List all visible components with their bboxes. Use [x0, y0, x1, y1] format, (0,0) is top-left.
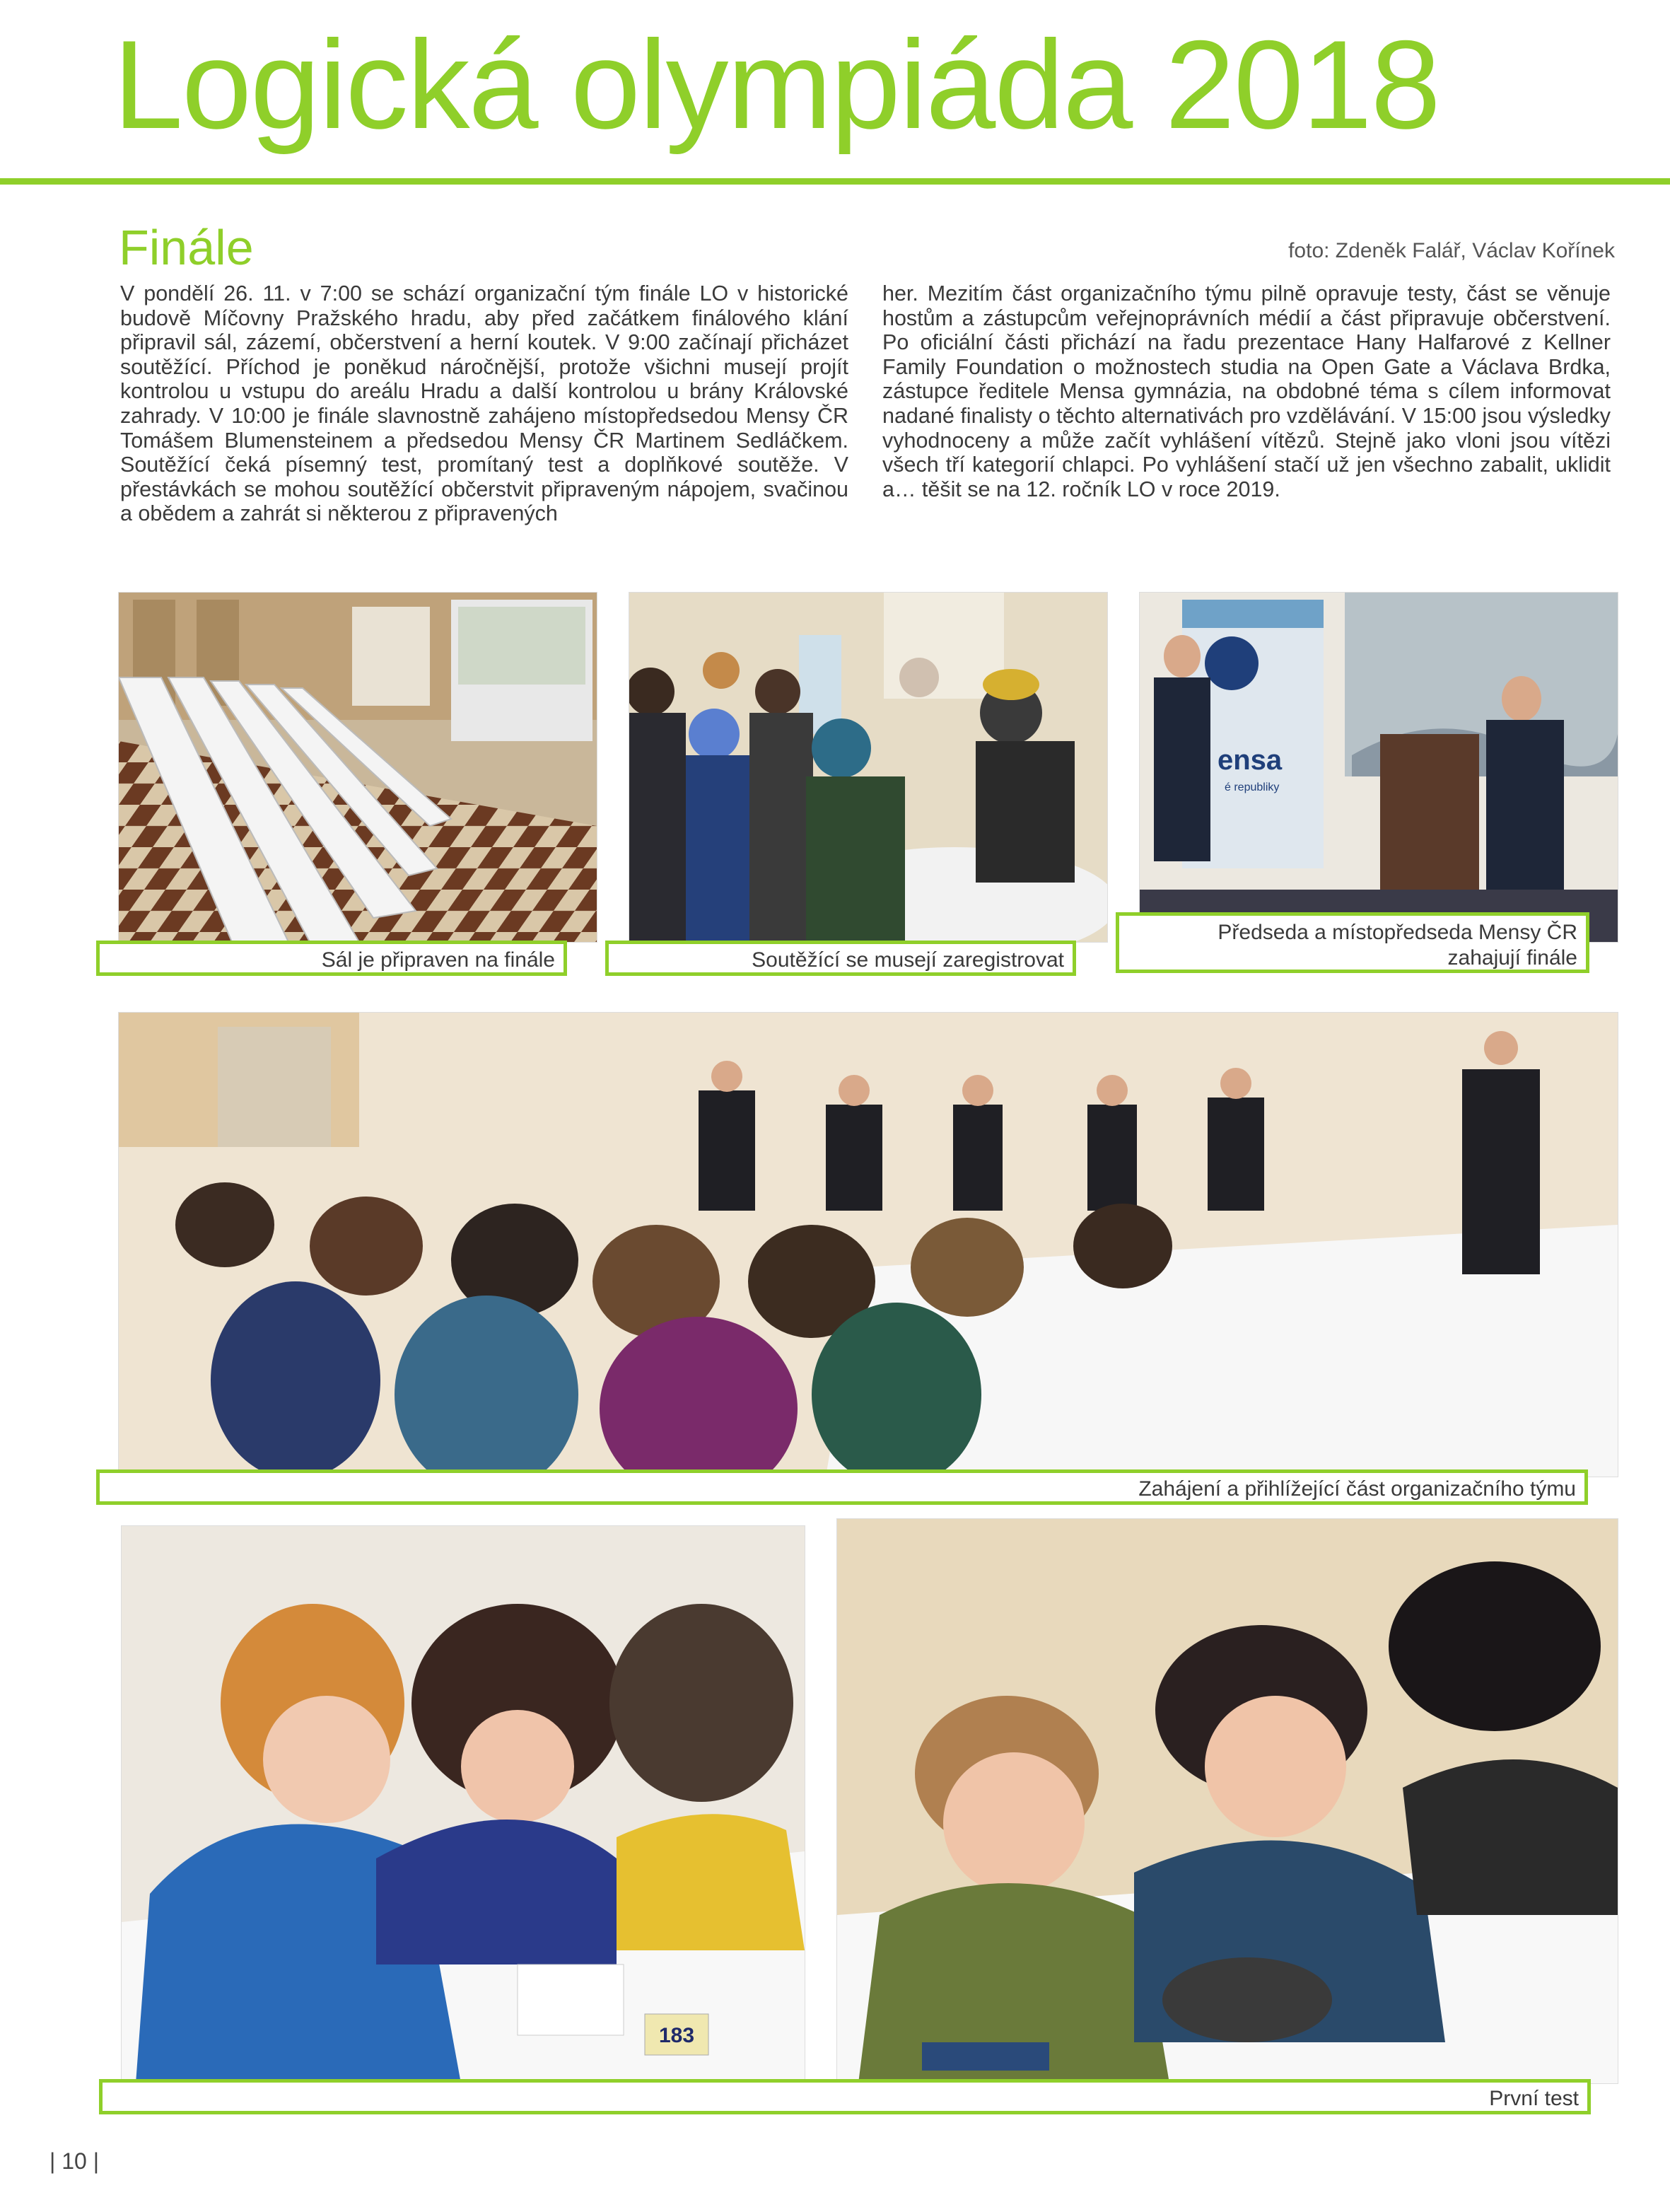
caption-chairmen [1116, 912, 1589, 973]
section-heading: Finále [119, 220, 254, 275]
banner-word: ensa [1218, 745, 1283, 776]
caption-chairmen-line2: zahajují finále [1447, 946, 1577, 970]
article-column-right: her. Mezitím část organizačního týmu pilně opravuje testy, část se věnuje hostům a zástupcům veřejnoprávních médií a část připravuje občerstvení. Po oficiální části přichází na řadu prezentace Hany Halfarové z Kellner Family Foundation o možnostech studia na Open Gate a Václava Brdka, zástupce ředitele Mensa gymnázia, na obdobné téma s cílem informovat nadané finalisty o těchto alternativách pro vzdělávání. V 15:00 jsou výsledky vyhodnoceny a může začít vyhlášení vítězů. Stejně jako vloni jsou vítězi všech tří kategorií chlapci. Po vyhlášení stačí už jen všechno zabalit, uklidit a… těšit se na 12. ročník LO v roce 2019. [882, 281, 1611, 501]
photo-chairmen [1140, 593, 1618, 942]
photo-registration [629, 593, 1107, 942]
photo-opening [119, 1013, 1618, 1477]
banner-sub: é republiky [1225, 781, 1280, 793]
caption-opening: Zahájení a přihlížející část organizačního týmu [96, 1469, 1588, 1505]
article-column-left: V pondělí 26. 11. v 7:00 se schází organizační tým finále LO v historické budově Míčovny Pražského hradu, aby před začátkem finálového klání připravil sál, zázemí, občerstvení a herní koutek. V 9:00 začínají přicházet soutěžící. Příchod je poněkud náročnější, protože všichni musejí projít kontrolou u vstupu do areálu Hradu a další kontrolou u brány Královské zahrady. V 10:00 je finále slavnostně zahájeno místopředsedou Mensy ČR Tomášem Blumensteinem a předsedou Mensy ČR Martinem Sedláčkem. Soutěžící čeká písemný test, promítaný test a doplňkové soutěže. V přestávkách se mohou soutěžící občerstvit připraveným nápojem, svačinou a obědem a zahrát si některou z připravených [120, 281, 848, 526]
title-rule [0, 178, 1670, 185]
photo-test-right [837, 1519, 1618, 2083]
table-number: 183 [658, 2024, 695, 2047]
caption-test: První test [99, 2079, 1591, 2114]
page-title: Logická olympiáda 2018 [113, 14, 1440, 155]
photo-credit: foto: Zdeněk Falář, Václav Kořínek [1288, 239, 1615, 262]
page-number: | 10 | [49, 2148, 99, 2174]
caption-hall: Sál je připraven na finále [96, 941, 567, 976]
photo-hall [119, 593, 597, 942]
caption-registration: Soutěžící se musejí zaregistrovat [605, 941, 1076, 976]
photo-test-left [122, 1526, 805, 2083]
caption-chairmen-line1: Předseda a místopředseda Mensy ČR [1218, 921, 1577, 944]
